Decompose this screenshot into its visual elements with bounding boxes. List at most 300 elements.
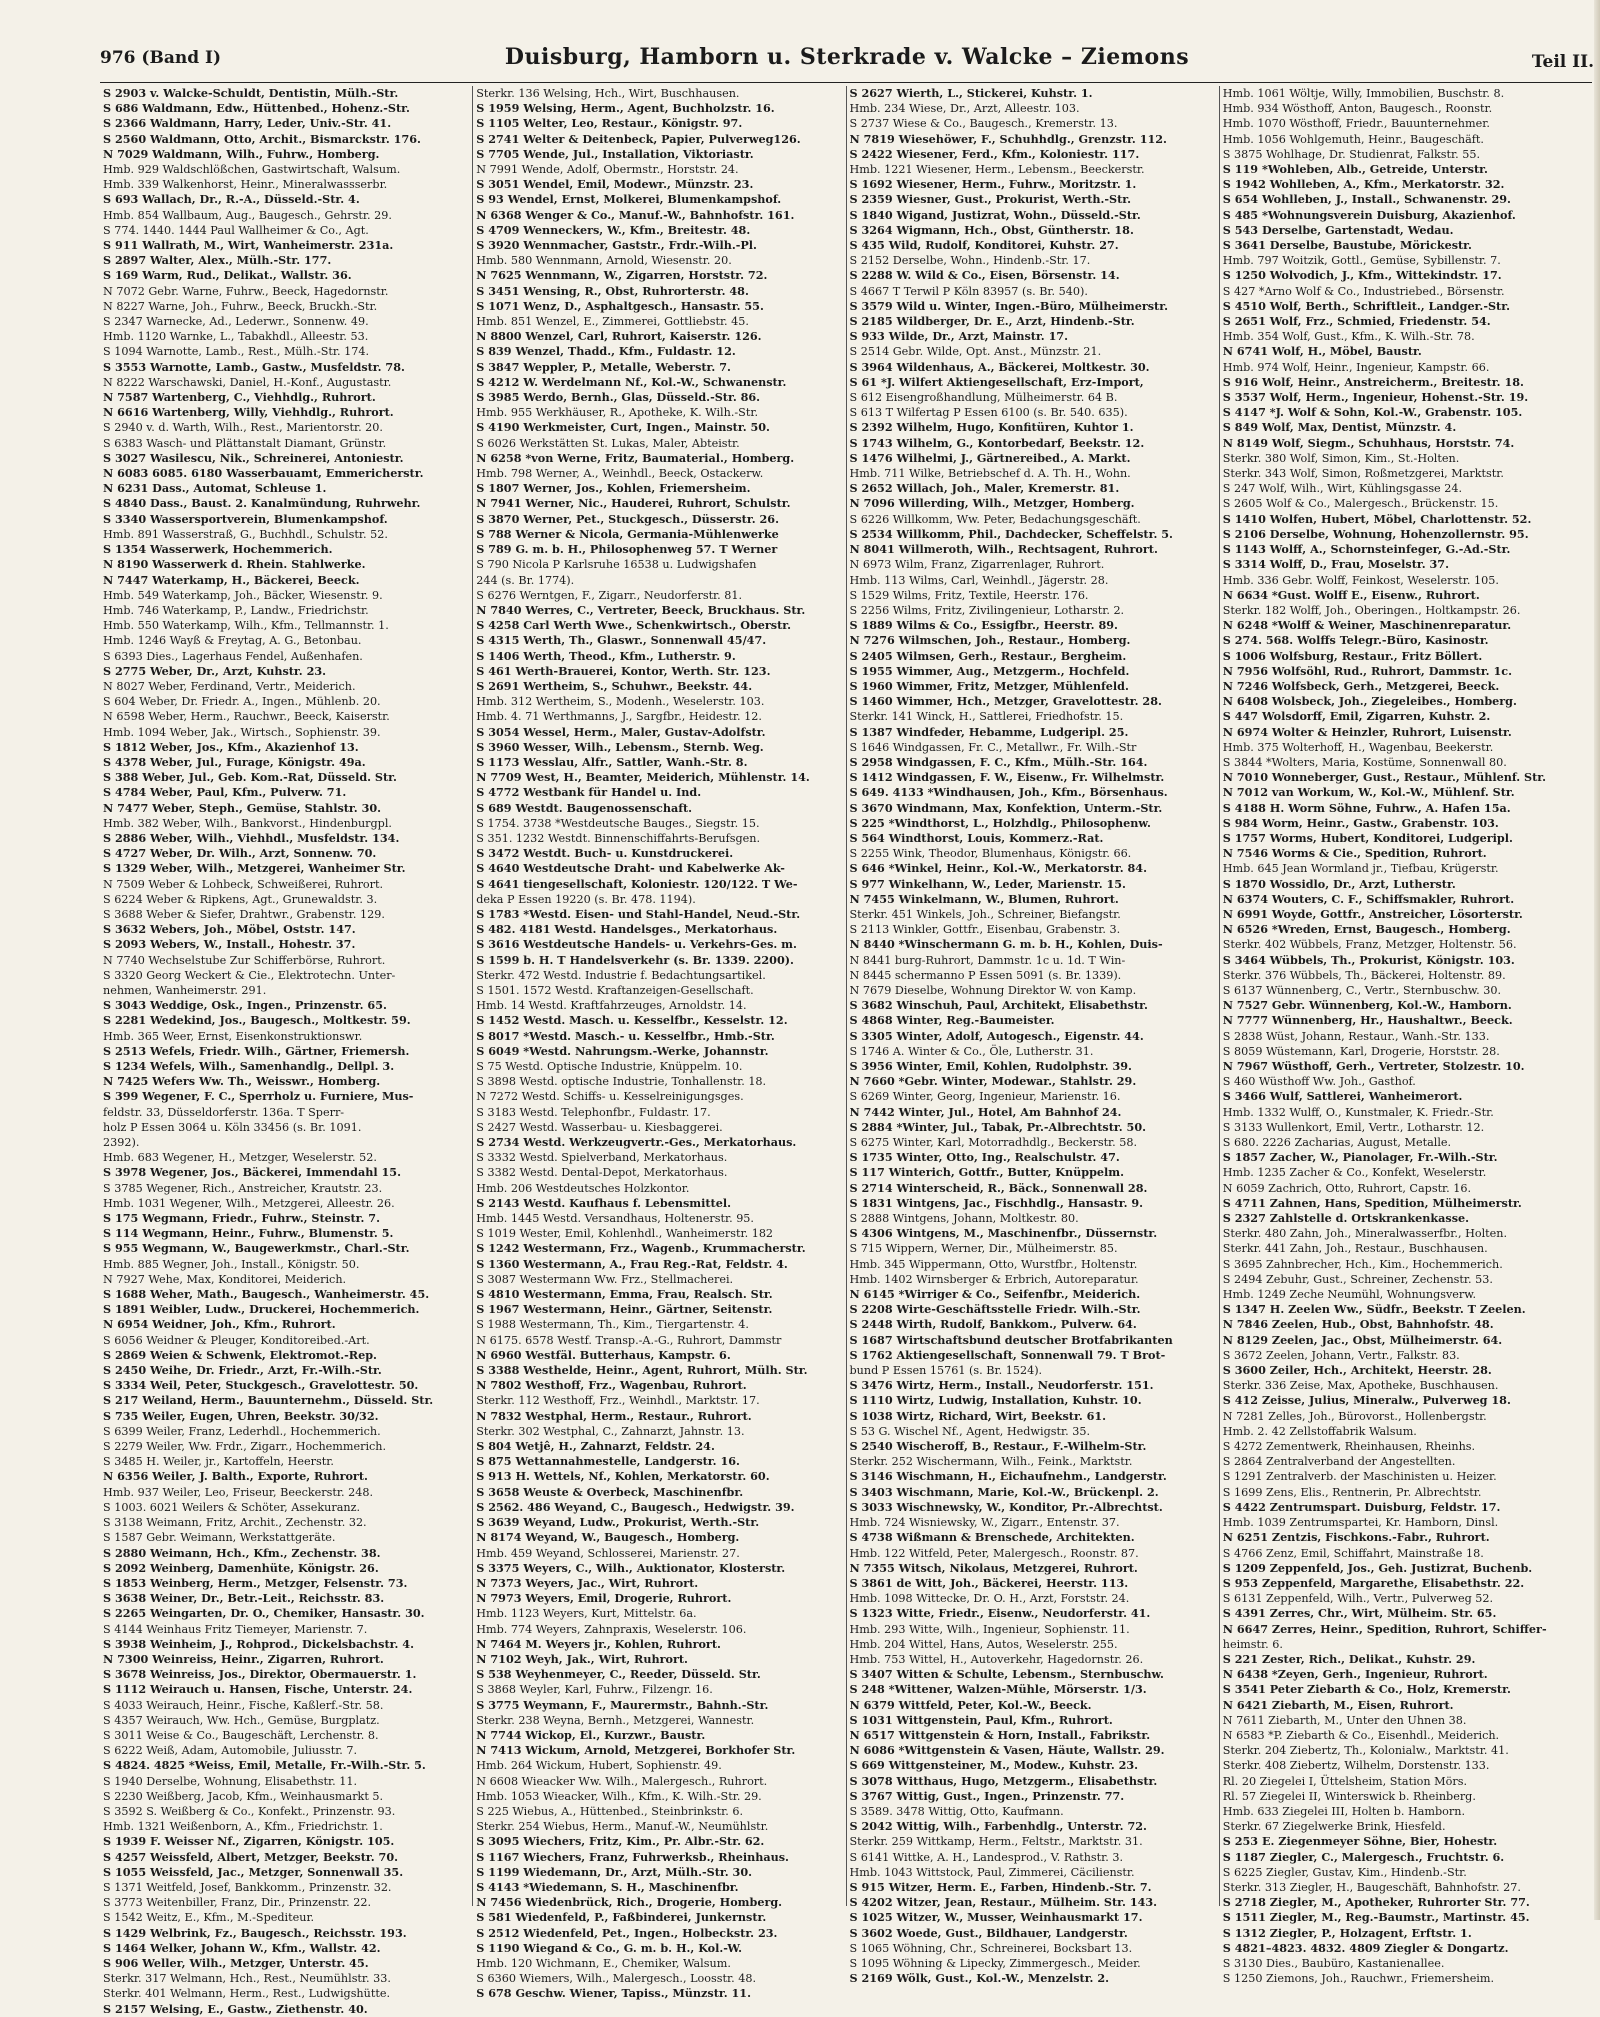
directory-entry: S 1840 Wigand, Justizrat, Wohn., Düsseld.-Str. <box>849 207 1141 222</box>
directory-entry: S 3589. 3478 Wittig, Otto, Kaufmann. <box>849 1804 1064 1818</box>
directory-entry: S 6275 Winter, Karl, Motorradhdlg., Beckerstr. 58. <box>849 1136 1138 1150</box>
directory-entry: S 1003. 6021 Weilers & Schöter, Assekuranz. <box>103 1500 361 1514</box>
directory-entry: S 3087 Westermann Ww. Frz., Stellmacherei. <box>476 1272 734 1286</box>
directory-entry: Sterkr. 238 Weyna, Bernh., Metzgerei, Wannestr. <box>476 1713 755 1727</box>
directory-entry: N 7527 Gebr. Wünnenberg, Kol.-W., Hamborn. <box>1222 998 1512 1013</box>
directory-entry: S 2775 Weber, Dr., Arzt, Kuhstr. 23. <box>103 663 327 678</box>
directory-entry: Hmb. 1094 Weber, Jak., Wirtsch., Sophienstr. 39. <box>103 725 381 739</box>
directory-entry: S 911 Wallrath, M., Wirt, Wanheimerstr. 231a. <box>103 238 394 253</box>
directory-entry: S 6222 Weiß, Adam, Automobile, Juliusstr. 7. <box>103 1744 358 1758</box>
directory-entry: S 1250 Ziemons, Joh., Rauchwr., Friemersheim. <box>1222 1972 1495 1986</box>
directory-entry: Hmb. 891 Wasserstraß, G., Buchhdl., Schulstr. 52. <box>103 527 388 541</box>
directory-entry: N 7096 Willerding, Wilh., Metzger, Homberg. <box>849 496 1135 511</box>
directory-entry: S 2347 Warnecke, Ad., Lederwr., Sonnenw. 49. <box>103 315 369 329</box>
directory-entry: Hmb. 204 Wittel, Hans, Autos, Weselerstr. 255. <box>849 1637 1118 1651</box>
directory-entry: Hmb. 854 Wallbaum, Aug., Baugesch., Gehrstr. 29. <box>103 208 392 222</box>
directory-entry: Sterkr. 259 Wittkamp, Herm., Feltstr., Marktstr. 31. <box>849 1835 1143 1849</box>
directory-entry: S 1889 Wilms & Co., Essigfbr., Heerstr. 89. <box>849 618 1118 633</box>
directory-entry: nehmen, Wanheimerstr. 291. <box>103 983 267 997</box>
directory-entry: Hmb. 1061 Wöltje, Willy, Immobilien, Buschstr. 8. <box>1222 87 1505 100</box>
directory-entry: S 1959 Welsing, Herm., Agent, Buchholzstr. 16. <box>476 101 775 116</box>
directory-entry: S 274. 568. Wolffs Telegr.-Büro, Kasinostr. <box>1222 633 1489 648</box>
directory-entry: Hmb. 2. 42 Zellstoffabrik Walsum. <box>1222 1424 1417 1438</box>
directory-entry: Hmb. 345 Wippermann, Otto, Wurstfbr., Holtenstr. <box>849 1257 1138 1271</box>
directory-entry: S 916 Wolf, Heinr., Anstreicherm., Breitestr. 18. <box>1222 374 1524 389</box>
directory-entry: S 2880 Weimann, Hch., Kfm., Zechenstr. 38. <box>103 1545 381 1560</box>
directory-entry: Hmb. 1332 Wulff, O., Kunstmaler, K. Friedr.-Str. <box>1222 1105 1494 1119</box>
directory-entry: N 7477 Weber, Steph., Gemüse, Stahlstr. 30. <box>103 800 382 815</box>
directory-entry: S 3464 Wübbels, Th., Prokurist, Königstr. 103. <box>1222 952 1515 967</box>
directory-entry: S 3451 Wensing, R., Obst, Ruhrorterstr. 48. <box>476 283 749 298</box>
directory-entry: S 2605 Wolf & Co., Malergesch., Brückenstr. 15. <box>1222 497 1499 511</box>
directory-entry: Hmb. 774 Weyers, Zahnpraxis, Weselerstr. 106. <box>476 1622 747 1636</box>
directory-entry: S 1112 Weirauch u. Hansen, Fische, Unterstr. 24. <box>103 1682 413 1697</box>
directory-entry: Hmb. 382 Weber, Wilh., Bankvorst., Hindenburgpl. <box>103 816 392 830</box>
directory-entry: S 4772 Westbank für Handel u. Ind. <box>476 785 702 800</box>
directory-entry: S 2540 Wischeroff, B., Restaur., F.-Wilhelm-Str. <box>849 1439 1147 1454</box>
directory-entry: Hmb. 1221 Wiesener, Herm., Lebensm., Beeckerstr. <box>849 163 1145 177</box>
directory-entry: S 6026 Werkstätten St. Lukas, Maler, Abteistr. <box>476 436 740 450</box>
part-label: Teil II. <box>1531 52 1594 72</box>
directory-entry: S 1807 Werner, Jos., Kohlen, Friemersheim. <box>476 481 751 496</box>
directory-entry: S 3466 Wulf, Sattlerei, Wanheimerort. <box>1222 1089 1463 1104</box>
directory-entry: S 3767 Wittig, Gust., Ingen., Prinzenstr. 77. <box>849 1788 1125 1803</box>
directory-entry: S 3985 Werdo, Bernh., Glas, Düsseld.-Str. 86. <box>476 390 761 405</box>
column-2 <box>473 86 846 2001</box>
directory-entry: S 2427 Westd. Wasserbau- u. Kiesbaggerei. <box>476 1120 723 1134</box>
directory-entry: S 2092 Weinberg, Damenhüte, Königstr. 26. <box>103 1560 379 1575</box>
directory-entry: Sterkr. 402 Wübbels, Franz, Metzger, Holtenstr. 56. <box>1222 938 1517 952</box>
directory-entry: S 3375 Weyers, C., Wilh., Auktionator, Klosterstr. <box>476 1560 786 1575</box>
directory-entry: S 1055 Weissfeld, Jac., Metzger, Sonnenwall 35. <box>103 1864 404 1879</box>
directory-entry: N 7102 Weyh, Jak., Wirt, Ruhrort. <box>476 1651 688 1666</box>
directory-entry: S 4821–4823. 4832. 4809 Ziegler & Dongartz. <box>1222 1940 1509 1955</box>
directory-entry: S 2422 Wiesener, Ferd., Kfm., Koloniestr. 117. <box>849 146 1140 161</box>
directory-entry: S 4709 Wenneckers, W., Kfm., Breitestr. 48. <box>476 222 751 237</box>
directory-entry: N 7276 Wilmschen, Joh., Restaur., Homberg. <box>849 633 1131 648</box>
directory-entry: S 3314 Wolff, D., Frau, Moselstr. 37. <box>1222 557 1449 572</box>
directory-entry: 2392). <box>103 1136 140 1150</box>
directory-entry: S 4143 *Wiedemann, S. H., Maschinenfbr. <box>476 1879 739 1894</box>
directory-entry: N 6954 Weidner, Joh., Kfm., Ruhrort. <box>103 1317 336 1332</box>
directory-entry: N 6251 Zentzis, Fischkons.-Fabr., Ruhrort. <box>1222 1530 1490 1545</box>
directory-entry: N 7413 Wickum, Arnold, Metzgerei, Borkhofer Str. <box>476 1743 796 1758</box>
directory-entry: S 7705 Wende, Jul., Installation, Viktoriastr. <box>476 146 754 161</box>
directory-entry: S 3264 Wigmann, Hch., Obst, Güntherstr. 18. <box>849 222 1134 237</box>
directory-entry: S 1234 Wefels, Wilh., Samenhandlg., Dellpl. 3. <box>103 1059 395 1073</box>
directory-entry: S 4868 Winter, Reg.-Baumeister. <box>849 1013 1055 1028</box>
directory-entry: N 7509 Weber & Lohbeck, Schweißerei, Ruhrort. <box>103 877 384 891</box>
directory-entry: S 114 Wegmann, Heinr., Fuhrw., Blumenstr. 5. <box>103 1226 394 1241</box>
directory-entry: S 2405 Wilmsen, Gerh., Restaur., Bergheim. <box>849 648 1127 663</box>
directory-entry: S 984 Worm, Heinr., Gastw., Grabenstr. 103. <box>1222 815 1499 830</box>
directory-entry: S 686 Waldmann, Edw., Hüttenbed., Hohenz.-Str. <box>103 101 410 116</box>
directory-entry: Hmb. 550 Waterkamp, Wilh., Kfm., Tellmannstr. 1. <box>103 619 389 633</box>
directory-entry: N 7373 Weyers, Jac., Wirt, Ruhrort. <box>476 1575 699 1590</box>
directory-entry: N 8440 *Winschermann G. m. b. H., Kohlen, Duis- <box>849 937 1163 952</box>
directory-entry: S 1511 Ziegler, M., Reg.-Baumstr., Martinstr. 45. <box>1222 1910 1530 1925</box>
directory-entry: N 7272 Westd. Schiffs- u. Kesselreinigungsges. <box>476 1090 744 1104</box>
directory-entry: N 6974 Wolter & Heinzler, Ruhrort, Luisenstr. <box>1222 724 1512 739</box>
directory-entry: S 2714 Winterscheid, R., Bäck., Sonnenwall 28. <box>849 1180 1148 1195</box>
directory-entry: S 1960 Wimmer, Fritz, Metzger, Mühlenfeld. <box>849 678 1129 693</box>
directory-entry: S 2093 Webers, W., Install., Hohestr. 37. <box>103 937 356 952</box>
directory-entry: heimstr. 6. <box>1222 1637 1283 1651</box>
directory-entry: Hmb. 1321 Weißenborn, A., Kfm., Friedrichstr. 1. <box>103 1820 383 1834</box>
directory-entry: S 4188 H. Worm Söhne, Fuhrw., A. Hafen 15a. <box>1222 800 1511 815</box>
directory-entry: S 1387 Windfeder, Hebamme, Ludgeripl. 25. <box>849 724 1129 739</box>
directory-entry: S 1360 Westermann, A., Frau Reg.-Rat, Feldstr. 4. <box>476 1256 788 1271</box>
directory-entry: N 6258 *von Werne, Fritz, Baumaterial., Homberg. <box>476 450 795 465</box>
directory-entry: S 119 *Wohleben, Alb., Getreide, Unterstr. <box>1222 162 1488 177</box>
directory-entry: N 6231 Dass., Automat, Schleuse 1. <box>103 481 327 496</box>
directory-entry: N 7967 Wüsthoff, Gerh., Vertreter, Stolzestr. 10. <box>1222 1059 1525 1073</box>
directory-entry: S 3670 Windmann, Max, Konfektion, Unterm.-Str. <box>849 800 1163 815</box>
directory-entry: N 7679 Dieselbe, Wohnung Direktor W. von Kamp. <box>849 983 1137 997</box>
directory-entry: Hmb. 1402 Wirnsberger & Erbrich, Autoreparatur. <box>849 1272 1139 1286</box>
directory-entry: Hmb. 549 Waterkamp, Joh., Bäcker, Wiesenstr. 9. <box>103 588 383 602</box>
directory-entry: S 3011 Weise & Co., Baugeschäft, Lerchenstr. 8. <box>103 1728 379 1742</box>
directory-entry: S 3553 Warnotte, Lamb., Gastw., Musfeldstr. 78. <box>103 359 405 374</box>
directory-entry: S 3130 Dies., Baubüro, Kastanienallee. <box>1222 1956 1445 1970</box>
directory-entry: S 1587 Gebr. Weimann, Werkstattgeräte. <box>103 1531 336 1545</box>
directory-entry: S 1019 Wester, Emil, Kohlenhdl., Wanheimerstr. 182 <box>476 1227 774 1241</box>
directory-entry: Hmb. 798 Werner, A., Weinhdl., Beeck, Ostackerw. <box>476 467 764 481</box>
directory-entry: S 2903 v. Walcke-Schuldt, Dentistin, Mülh.-Str. <box>103 86 399 100</box>
directory-entry: N 8445 schermanno P Essen 5091 (s. Br. 1339). <box>849 968 1122 982</box>
directory-entry: N 6647 Zerres, Heinr., Spedition, Ruhrort, Schiffer- <box>1222 1621 1547 1636</box>
directory-entry: Hmb. 375 Wolterhoff, H., Wagenbau, Beekerstr. <box>1222 740 1494 754</box>
directory-entry: N 7012 van Workum, W., Kol.-W., Mühlenf. Str. <box>1222 785 1515 800</box>
directory-entry: S 4147 *J. Wolf & Sohn, Kol.-W., Grabenstr. 105. <box>1222 405 1523 420</box>
directory-entry: N 6991 Woyde, Gottfr., Anstreicher, Lösorterstr. <box>1222 906 1523 921</box>
directory-entry: N 8190 Wasserwerk d. Rhein. Stahlwerke. <box>103 557 366 572</box>
directory-entry: N 6368 Wenger & Co., Manuf.-W., Bahnhofstr. 161. <box>476 207 795 222</box>
directory-entry: S 2281 Wedekind, Jos., Baugesch., Moltkestr. 59. <box>103 1013 411 1028</box>
directory-entry: N 7819 Wiesehöwer, F., Schuhhdlg., Grenzstr. 112. <box>849 131 1167 146</box>
directory-entry: S 6137 Wünnenberg, C., Vertr., Sternbuschw. 30. <box>1222 983 1502 997</box>
directory-entry: S 175 Wegmann, Friedr., Fuhrw., Steinstr. 7. <box>103 1211 380 1226</box>
directory-entry: S 1429 Welbrink, Fz., Baugesch., Reichsstr. 193. <box>103 1925 407 1940</box>
directory-entry: S 221 Zester, Rich., Delikat., Kuhstr. 29. <box>1222 1651 1476 1666</box>
directory-entry: S 2512 Wiedenfeld, Pet., Ingen., Holbeckstr. 23. <box>476 1925 778 1940</box>
directory-entry: S 953 Zeppenfeld, Margarethe, Elisabethstr. 22. <box>1222 1575 1525 1590</box>
directory-entry: S 3960 Wesser, Wilh., Lebensm., Sternb. Weg. <box>476 739 764 754</box>
directory-entry: Hmb. 234 Wiese, Dr., Arzt, Alleestr. 103. <box>849 102 1080 116</box>
directory-entry: S 693 Wallach, Dr., R.-A., Düsseld.-Str. 4. <box>103 192 360 207</box>
directory-entry: S 2366 Waldmann, Harry, Leder, Univ.-Str. 41. <box>103 116 392 131</box>
directory-entry: deka P Essen 19220 (s. Br. 478. 1194). <box>476 892 696 906</box>
directory-entry: N 6379 Wittfeld, Peter, Kol.-W., Beeck. <box>849 1697 1092 1712</box>
directory-entry: S 53 G. Wischel Nf., Agent, Hedwigstr. 35. <box>849 1424 1090 1438</box>
directory-entry: S 1743 Wilhelm, G., Kontorbedarf, Beekstr. 12. <box>849 435 1145 450</box>
directory-entry: Rl. 20 Ziegelei I, Üttelsheim, Station Mörs. <box>1222 1774 1467 1788</box>
directory-entry: S 1967 Westermann, Heinr., Gärtner, Seitenstr. <box>476 1302 773 1317</box>
directory-entry: S 225 Wiebus, A., Hüttenbed., Steinbrinkstr. 6. <box>476 1804 744 1818</box>
directory-entry: S 1735 Winter, Otto, Ing., Realschulstr. 47. <box>849 1150 1120 1165</box>
directory-entry: N 6517 Wittgenstein & Horn, Install., Fabrikstr. <box>849 1727 1151 1742</box>
directory-entry: S 1143 Wolff, A., Schornsteinfeger, G.-Ad.-Str. <box>1222 542 1511 557</box>
directory-entry: S 933 Wilde, Dr., Arzt, Mainstr. 17. <box>849 329 1069 344</box>
directory-entry: S 581 Wiedenfeld, P., Faßbinderei, Junkernstr. <box>476 1910 767 1925</box>
directory-entry: Hmb. 724 Wisniewsky, W., Zigarr., Entenstr. 37. <box>849 1516 1120 1530</box>
directory-entry: N 7991 Wende, Adolf, Obermstr., Horststr. 24. <box>476 163 739 177</box>
directory-entry: S 1940 Derselbe, Wohnung, Elisabethstr. 11. <box>103 1774 358 1788</box>
directory-entry: S 1501. 1572 Westd. Kraftanzeigen-Gesellschaft. <box>476 983 754 997</box>
directory-entry: S 2886 Weber, Wilh., Viehhdl., Musfeldstr. 134. <box>103 830 400 845</box>
directory-entry: S 2265 Weingarten, Dr. O., Chemiker, Hansastr. 30. <box>103 1606 425 1621</box>
directory-entry: N 8129 Zeelen, Jac., Obst, Mülheimerstr. 64. <box>1222 1332 1503 1347</box>
directory-entry: S 1831 Wintgens, Jac., Fischhdlg., Hansastr. 9. <box>849 1195 1144 1210</box>
directory-entry: S 4824. 4825 *Weiss, Emil, Metalle, Fr.-Wilh.-Str. 5. <box>103 1758 426 1773</box>
directory-entry: S 3138 Weimann, Fritz, Archit., Zechenstr. 32. <box>103 1516 367 1530</box>
directory-entry: S 1199 Wiedemann, Dr., Arzt, Mülh.-Str. 30. <box>476 1864 753 1879</box>
directory-entry: N 7587 Wartenberg, C., Viehhdlg., Ruhrort. <box>103 390 376 405</box>
directory-entry: N 8800 Wenzel, Carl, Ruhrort, Kaiserstr. 126. <box>476 329 762 344</box>
directory-entry: N 6083 6085. 6180 Wasserbauamt, Emmericherstr. <box>103 466 424 481</box>
directory-entry: N 7709 West, H., Beamter, Meiderich, Mühlenstr. 14. <box>476 770 810 785</box>
directory-entry: S 4190 Werkmeister, Curt, Ingen., Mainstr. 50. <box>476 420 770 435</box>
directory-entry: S 1354 Wasserwerk, Hochemmerich. <box>103 542 333 557</box>
directory-entry: N 7355 Witsch, Nikolaus, Metzgerei, Ruhrort. <box>849 1560 1138 1575</box>
directory-entry: S 3146 Wischmann, H., Eichaufnehm., Landgerstr. <box>849 1469 1167 1484</box>
directory-entry: S 4727 Weber, Dr. Wilh., Arzt, Sonnenw. 70. <box>103 846 377 861</box>
directory-entry: S 1187 Ziegler, C., Malergesch., Fruchtstr. 6. <box>1222 1849 1505 1864</box>
directory-entry: S 564 Windthorst, Louis, Kommerz.-Rat. <box>849 830 1104 845</box>
directory-entry: S 4257 Weissfeld, Albert, Metzger, Beekstr. 70. <box>103 1849 398 1864</box>
directory-entry: N 6374 Wouters, C. F., Schiffsmakler, Ruhrort. <box>1222 891 1515 906</box>
directory-entry: S 3579 Wild u. Winter, Ingen.-Büro, Mülheimerstr. <box>849 298 1168 313</box>
directory-entry: Sterkr. 343 Wolf, Simon, Roßmetzgerei, Marktstr. <box>1222 467 1504 481</box>
directory-entry: Sterkr. 380 Wolf, Simon, Kim., St.-Holten. <box>1222 451 1460 465</box>
directory-entry: S 3541 Peter Ziebarth & Co., Holz, Kremerstr. <box>1222 1682 1511 1697</box>
directory-entry: S 6393 Dies., Lagerhaus Fendel, Außenhafen. <box>103 649 363 663</box>
directory-entry: S 1688 Weher, Math., Baugesch., Wanheimerstr. 45. <box>103 1287 430 1302</box>
directory-entry: S 2741 Welter & Deitenbeck, Papier, Pulverweg126. <box>476 131 801 146</box>
directory-entry: S 3340 Wassersportverein, Blumenkampshof. <box>103 511 388 526</box>
directory-entry: Sterkr. 472 Westd. Industrie f. Bedachtungsartikel. <box>476 968 766 982</box>
directory-entry: S 1025 Witzer, W., Musser, Weinhausmarkt 17. <box>849 1910 1143 1925</box>
directory-entry: S 839 Wenzel, Thadd., Kfm., Fuldastr. 12. <box>476 344 736 359</box>
directory-entry: Sterkr. 408 Ziebertz, Wilhelm, Dorstenstr. 133. <box>1222 1759 1490 1773</box>
directory-entry: Hmb. 354 Wolf, Gust., Kfm., K. Wilh.-Str. 78. <box>1222 330 1475 344</box>
directory-entry: S 388 Weber, Jul., Geb. Kom.-Rat, Düsseld. Str. <box>103 770 397 785</box>
directory-entry: S 3332 Westd. Spielverband, Merkatorhaus. <box>476 1151 728 1165</box>
directory-entry: S 2869 Weien & Schwenk, Elektromot.-Rep. <box>103 1347 377 1362</box>
directory-entry: S 3682 Winschuh, Paul, Architekt, Elisabethstr. <box>849 998 1148 1013</box>
directory-entry: N 7546 Worms & Cie., Spedition, Ruhrort. <box>1222 846 1487 861</box>
directory-entry: S 6399 Weiler, Franz, Lederhdl., Hochemmerich. <box>103 1424 381 1438</box>
directory-entry: N 7956 Wolfsöhl, Rud., Ruhrort, Dammstr. 1c. <box>1222 663 1512 678</box>
directory-entry: S 2152 Derselbe, Wohn., Hindenb.-Str. 17. <box>849 254 1091 268</box>
directory-entry: S 169 Warm, Rud., Delikat., Wallstr. 36. <box>103 268 352 283</box>
directory-entry: N 6086 *Wittgenstein & Vasen, Häute, Wallstr. 29. <box>849 1743 1165 1758</box>
directory-entry: S 2562. 486 Weyand, C., Baugesch., Hedwigstr. 39. <box>476 1499 795 1514</box>
directory-entry: S 3485 H. Weiler, jr., Kartoffeln, Heerstr. <box>103 1455 334 1469</box>
directory-entry: N 7927 Wehe, Max, Konditorei, Meiderich. <box>103 1272 347 1286</box>
directory-entry: Sterkr. 451 Winkels, Joh., Schreiner, Biefangstr. <box>849 907 1121 921</box>
directory-entry: S 3592 S. Weißberg & Co., Konfekt., Prinzenstr. 93. <box>103 1804 396 1818</box>
directory-entry: N 6438 *Zeyen, Gerh., Ingenieur, Ruhrort. <box>1222 1667 1488 1682</box>
directory-entry: S 117 Winterich, Gottfr., Butter, Knüppelm. <box>849 1165 1125 1180</box>
directory-entry: Hmb. 4. 71 Werthmanns, J., Sargfbr., Heidestr. 12. <box>476 710 762 724</box>
directory-entry: Hmb. 753 Wittel, H., Autoverkehr, Hagedornstr. 26. <box>849 1652 1144 1666</box>
directory-entry: S 3956 Winter, Emil, Kohlen, Rudolphstr. 39. <box>849 1059 1132 1073</box>
directory-entry: Hmb. 851 Wenzel, E., Zimmerei, Gottliebstr. 45. <box>476 315 749 329</box>
directory-entry: S 788 Werner & Nicola, Germania-Mühlenwerke <box>476 526 779 541</box>
directory-entry: N 6059 Zachrich, Otto, Ruhrort, Capstr. 16. <box>1222 1181 1472 1195</box>
directory-entry: S 2208 Wirte-Geschäftsstelle Friedr. Wilh.-Str. <box>849 1302 1141 1317</box>
directory-entry: S 4315 Werth, Th., Glaswr., Sonnenwall 45/47. <box>476 633 767 648</box>
directory-entry: Hmb. 683 Wegener, H., Metzger, Weselerstr. 52. <box>103 1151 377 1165</box>
directory-entry: 244 (s. Br. 1774). <box>476 573 575 587</box>
directory-entry: N 6973 Wilm, Franz, Zigarrenlager, Ruhrort. <box>849 558 1105 572</box>
directory-entry: S 75 Westd. Optische Industrie, Knüppelm. 10. <box>476 1060 743 1073</box>
directory-entry: S 2256 Wilms, Fritz, Zivilingenieur, Lotharstr. 2. <box>849 603 1125 617</box>
directory-entry: S 4306 Wintgens, M., Maschinenfbr., Düssernstr. <box>849 1226 1158 1241</box>
directory-entry: N 7660 *Gebr. Winter, Modewar., Stahlstr. 29. <box>849 1074 1137 1089</box>
directory-entry: S 4640 Westdeutsche Draht- und Kabelwerke Ak- <box>476 861 785 876</box>
directory-entry: Hmb. 365 Weer, Ernst, Eisenkonstruktionswr. <box>103 1029 363 1043</box>
directory-entry: S 543 Derselbe, Gartenstadt, Wedau. <box>1222 222 1454 237</box>
directory-entry: N 6583 *P. Ziebarth & Co., Eisenhdl., Meiderich. <box>1222 1728 1500 1742</box>
directory-entry: S 2359 Wiesner, Gust., Prokurist, Werth.-Str. <box>849 192 1132 207</box>
directory-entry: S 1699 Zens, Elis., Rentnerin, Pr. Albrechtstr. <box>1222 1485 1482 1499</box>
header-rule <box>100 82 1592 83</box>
directory-entry: S 1955 Wimmer, Aug., Metzgerm., Hochfeld. <box>849 663 1130 678</box>
directory-entry: N 6741 Wolf, H., Möbel, Baustr. <box>1222 344 1422 359</box>
directory-entry: S 3861 de Witt, Joh., Bäckerei, Heerstr. 113. <box>849 1575 1129 1590</box>
directory-entry: S 6141 Wittke, A. H., Landesprod., V. Rathstr. 3. <box>849 1850 1124 1864</box>
directory-entry: S 6383 Wasch- und Plättanstalt Diamant, Grünstr. <box>103 436 387 450</box>
directory-entry: Hmb. 1246 Wayß & Freytag, A. G., Betonbau. <box>103 634 362 648</box>
directory-entry: S 1250 Wolvodich, J., Kfm., Wittekindstr. 17. <box>1222 268 1502 283</box>
directory-entry: S 612 Eisengroßhandlung, Mülheimerstr. 64 B. <box>849 391 1118 405</box>
directory-entry: S 1065 Wöhning, Chr., Schreinerei, Bocksbart 13. <box>849 1941 1133 1955</box>
directory-entry: S 2737 Wiese & Co., Baugesch., Kremerstr. 13. <box>849 117 1118 131</box>
directory-entry: Sterkr. 480 Zahn, Joh., Mineralwasserfbr., Holten. <box>1222 1227 1508 1241</box>
directory-entry: S 1071 Wenz, D., Asphaltgesch., Hansastr. 55. <box>476 298 764 313</box>
directory-entry: S 2169 Wölk, Gust., Kol.-W., Menzelstr. 2. <box>849 1971 1110 1986</box>
directory-entry: S 1529 Wilms, Fritz, Textile, Heerstr. 176. <box>849 588 1089 602</box>
directory-entry: Hmb. 1445 Westd. Versandhaus, Holtenerstr. 95. <box>476 1212 754 1226</box>
directory-entry: S 2534 Willkomm, Phil., Dachdecker, Scheffelstr. 5. <box>849 526 1173 541</box>
directory-entry: S 2143 Westd. Kaufhaus f. Lebensmittel. <box>476 1195 731 1210</box>
directory-entry: N 7973 Weyers, Emil, Drogerie, Ruhrort. <box>476 1591 732 1606</box>
directory-entry: S 3632 Webers, Joh., Möbel, Oststr. 147. <box>103 922 356 937</box>
directory-entry: N 8222 Warschawski, Daniel, H.-Konf., Augustastr. <box>103 375 392 389</box>
directory-entry: Hmb. 14 Westd. Kraftfahrzeuges, Arnoldstr. 14. <box>476 999 747 1013</box>
directory-entry: S 2514 Gebr. Wilde, Opt. Anst., Münzstr. 21. <box>849 345 1102 359</box>
directory-entry: S 8017 *Westd. Masch.- u. Kesselfbr., Hmb.-Str. <box>476 1028 775 1043</box>
directory-entry: S 2450 Weihe, Dr. Friedr., Arzt, Fr.-Wilh.-Str. <box>103 1363 382 1378</box>
directory-entry: Sterkr. 136 Welsing, Hch., Wirt, Buschhausen. <box>476 87 740 100</box>
directory-entry: S 4422 Zentrumspart. Duisburg, Feldstr. 17. <box>1222 1499 1501 1514</box>
directory-entry: S 3638 Weiner, Dr., Betr.-Leit., Reichsstr. 83. <box>103 1591 385 1606</box>
directory-entry: N 6960 Westfäl. Butterhaus, Kampstr. 6. <box>476 1347 731 1362</box>
directory-entry: Hmb. 120 Wichmann, E., Chemiker, Walsum. <box>476 1956 731 1970</box>
directory-entry: N 6408 Wolsbeck, Joh., Ziegeleibes., Homberg. <box>1222 694 1517 709</box>
directory-entry: N 8441 burg-Ruhrort, Dammstr. 1c u. 1d. T Win- <box>849 953 1126 967</box>
directory-entry: Hmb. 1120 Warnke, L., Tabakhdl., Alleestr. 53. <box>103 330 369 344</box>
directory-entry: S 4810 Westermann, Emma, Frau, Realsch. Str. <box>476 1287 773 1302</box>
directory-entry: S 680. 2226 Zacharias, August, Metalle. <box>1222 1136 1452 1150</box>
directory-entry: S 3678 Weinreiss, Jos., Direktor, Obermauerstr. 1. <box>103 1667 417 1682</box>
directory-entry: S 3602 Woede, Gust., Bildhauer, Landgerstr. <box>849 1925 1128 1940</box>
directory-entry: S 977 Winkelhann, W., Leder, Marienstr. 15. <box>849 876 1126 891</box>
directory-entry: S 3388 Westhelde, Heinr., Agent, Ruhrort, Mülh. Str. <box>476 1363 808 1378</box>
directory-entry: S 3868 Weyler, Karl, Fuhrw., Filzengr. 16. <box>476 1683 713 1697</box>
directory-entry: S 2864 Zentralverband der Angestellten. <box>1222 1455 1456 1469</box>
directory-entry: S 3043 Weddige, Osk., Ingen., Prinzenstr. 65. <box>103 998 387 1013</box>
directory-entry: S 654 Wohlleben, J., Install., Schwanenstr. 29. <box>1222 192 1511 207</box>
directory-entry: Hmb. 1056 Wohlgemuth, Heinr., Baugeschäft. <box>1222 132 1484 146</box>
directory-entry: S 247 Wolf, Wilh., Wirt, Kühlingsgasse 24. <box>1222 482 1463 496</box>
directory-entry: Hmb. 312 Wertheim, S., Modenh., Weselerstr. 103. <box>476 695 765 709</box>
directory-entry: S 6225 Ziegler, Gustav, Kim., Hindenb.-Str. <box>1222 1865 1467 1879</box>
directory-entry: S 875 Wettannahmestelle, Landgerstr. 16. <box>476 1454 740 1469</box>
directory-entry: Hmb. 1098 Wittecke, Dr. O. H., Arzt, Forststr. 24. <box>849 1592 1130 1606</box>
directory-entry: N 7281 Zelles, Joh., Bürovorst., Hollenbergstr. <box>1222 1409 1487 1423</box>
directory-entry: S 1939 F. Weisser Nf., Zigarren, Königstr. 105. <box>103 1834 395 1849</box>
directory-entry: N 7425 Wefers Ww. Th., Weisswr., Homberg. <box>103 1074 381 1089</box>
directory-entry: S 460 Wüsthoff Ww. Joh., Gasthof. <box>1222 1075 1416 1089</box>
column-1 <box>100 86 473 2016</box>
directory-entry: S 1412 Windgassen, F. W., Eisenw., Fr. Wilhelmstr. <box>849 770 1165 785</box>
directory-entry: Hmb. 293 Witte, Wilh., Ingenieur, Sophienstr. 11. <box>849 1622 1130 1636</box>
directory-entry: S 1173 Wesslau, Alfr., Sattler, Wanh.-Str. 8. <box>476 754 748 769</box>
directory-entry: S 6056 Weidner & Pleuger, Konditoreibed.-Art. <box>103 1333 370 1347</box>
directory-entry: N 7010 Wonneberger, Gust., Restaur., Mühlenf. Str. <box>1222 770 1547 785</box>
directory-entry: N 6356 Weiler, J. Balth., Exporte, Ruhrort. <box>103 1469 368 1484</box>
directory-entry: Sterkr. 336 Zeise, Max, Apotheke, Buschhausen. <box>1222 1379 1499 1393</box>
directory-entry: S 461 Werth-Brauerei, Kontor, Werth. Str. 123. <box>476 663 771 678</box>
directory-entry: S 61 *J. Wilfert Aktiengesellschaft, Erz-Import, <box>849 374 1144 389</box>
directory-entry: S 678 Geschw. Wiener, Tapiss., Münzstr. 11. <box>476 1986 751 2001</box>
directory-entry: S 2652 Willach, Joh., Maler, Kremerstr. 81. <box>849 481 1120 496</box>
directory-entry: Sterkr. 182 Wolff, Joh., Oberingen., Holtkampstr. 26. <box>1222 603 1521 617</box>
directory-entry: S 1406 Werth, Theod., Kfm., Lutherstr. 9. <box>476 648 736 663</box>
directory-entry: Hmb. 1053 Wieacker, Wilh., Kfm., K. Wilh.-Str. 29. <box>476 1789 762 1803</box>
directory-entry: S 2279 Weiler, Ww. Frdr., Zigarr., Hochemmerich. <box>103 1440 387 1454</box>
directory-entry: S 804 Wetjê, H., Zahnarzt, Feldstr. 24. <box>476 1439 715 1454</box>
directory-entry: S 427 *Arno Wolf & Co., Industriebed., Börsenstr. <box>1222 284 1505 298</box>
directory-entry: S 1853 Weinberg, Herm., Metzger, Felsenstr. 73. <box>103 1575 408 1590</box>
directory-entry: S 3773 Weitenbiller, Franz, Dir., Prinzenstr. 22. <box>103 1896 372 1910</box>
directory-entry: S 2255 Wink, Theodor, Blumenhaus, Königstr. 66. <box>849 847 1132 861</box>
directory-entry: S 2327 Zahlstelle d. Ortskrankenkasse. <box>1222 1211 1470 1226</box>
directory-entry: N 6526 *Wreden, Ernst, Baugesch., Homberg. <box>1222 922 1511 937</box>
directory-entry: S 3658 Weuste & Overbeck, Maschinenfbr. <box>476 1484 744 1499</box>
directory-entry: S 2888 Wintgens, Johann, Moltkestr. 80. <box>849 1212 1079 1226</box>
directory-entry: S 447 Wolsdorff, Emil, Zigarren, Kuhstr. 2. <box>1222 709 1491 724</box>
directory-entry: S 3688 Weber & Siefer, Drahtwr., Grabenstr. 129. <box>103 907 385 921</box>
directory-entry: Sterkr. 67 Ziegelwerke Brink, Hiesfeld. <box>1222 1820 1446 1834</box>
directory-entry: S 3978 Wegener, Jos., Bäckerei, Immendahl 15. <box>103 1165 401 1180</box>
directory-entry: N 7941 Werner, Nic., Hauderei, Ruhrort, Schulstr. <box>476 496 791 511</box>
directory-entry: S 4033 Weirauch, Heinr., Fische, Kaßlerf.-Str. 58. <box>103 1698 384 1712</box>
directory-entry: S 1038 Wirtz, Richard, Wirt, Beekstr. 61. <box>849 1408 1107 1423</box>
directory-entry: S 2185 Wildberger, Dr. E., Arzt, Hindenb.-Str. <box>849 314 1135 329</box>
directory-entry: Sterkr. 317 Welmann, Hch., Rest., Neumühlstr. 33. <box>103 1972 391 1986</box>
directory-entry: S 1692 Wiesener, Herm., Fuhrw., Moritzstr. 1. <box>849 177 1137 192</box>
directory-entry: N 6145 *Wirriger & Co., Seifenfbr., Meiderich. <box>849 1287 1141 1302</box>
directory-entry: N 7840 Werres, C., Vertreter, Beeck, Bruckhaus. Str. <box>476 602 806 617</box>
directory-entry: N 8227 Warne, Joh., Fuhrw., Beeck, Bruckh.-Str. <box>103 299 378 313</box>
directory-entry: S 1988 Westermann, Th., Kim., Tiergartenstr. 4. <box>476 1318 749 1332</box>
directory-entry: S 1312 Ziegler, P., Holzagent, Erftstr. 1. <box>1222 1925 1472 1940</box>
directory-entry: N 8027 Weber, Ferdinand, Vertr., Meiderich. <box>103 679 356 693</box>
